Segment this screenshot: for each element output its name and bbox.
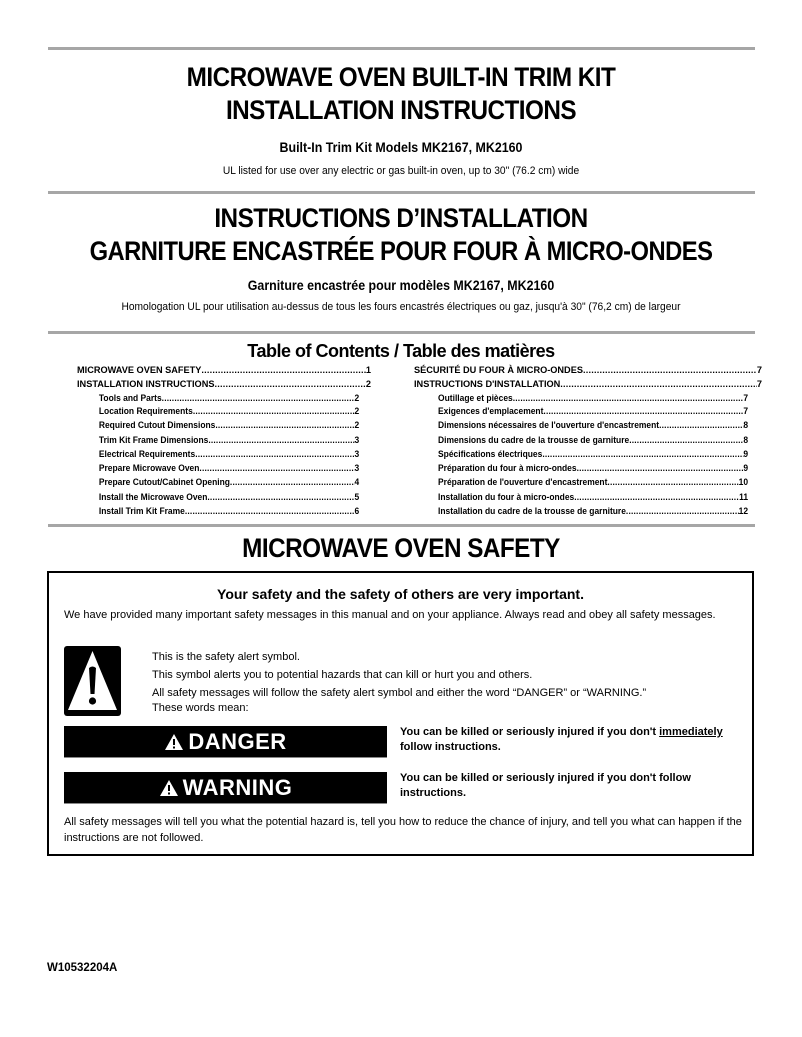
title-fr-line-1: INSTRUCTIONS D’INSTALLATION: [214, 203, 588, 233]
toc-entry[interactable]: INSTALLATION INSTRUCTIONS ..... 2: [77, 378, 371, 392]
toc-entry[interactable]: MICROWAVE OVEN SAFETY ..... 1: [77, 364, 371, 378]
danger-label: DANGER: [188, 728, 287, 754]
title-line-1: MICROWAVE OVEN BUILT-IN TRIM KIT: [186, 62, 616, 92]
warning-triangle-icon: [159, 779, 179, 797]
document-code: W10532204A: [47, 962, 118, 974]
toc-english: [77, 364, 371, 519]
alert-line: All safety messages will follow the safety alert symbol and either the word “DANGER” or “WARNING.”: [152, 687, 647, 699]
toc-french: [414, 364, 762, 519]
warning-description: You can be killed or seriously injured if you don't follow instructions.: [400, 772, 691, 799]
alert-line: These words mean:: [152, 702, 249, 714]
toc-entry[interactable]: Tools and Parts ..... 2: [89, 392, 359, 406]
models-subtitle: Built-In Trim Kit Models MK2167, MK2160: [279, 140, 523, 155]
toc-entry[interactable]: Spécifications électriques ..... 9: [428, 448, 748, 462]
toc-entry[interactable]: Installation du cadre de la trousse de garniture ..... 12: [428, 505, 748, 519]
top-rule: [48, 47, 755, 50]
safety-intro: We have provided many important safety messages in this manual and on your appliance. Always read and obey all safety messages.: [64, 609, 716, 621]
danger-banner: [64, 726, 387, 758]
ul-note-fr: Homologation UL pour utilisation au-dessus de tous les fours encastrés électriques ou gaz, jusqu'à 30" (76,2 cm) de largeur: [121, 301, 681, 313]
toc-title: Table of Contents / Table des matières: [247, 341, 555, 361]
models-subtitle-fr: Garniture encastrée pour modèles MK2167, MK2160: [247, 278, 555, 293]
toc-entry[interactable]: Préparation du four à micro-ondes ..... 9: [428, 462, 748, 476]
toc-entry[interactable]: Outillage et pièces ..... 7: [428, 392, 748, 406]
safety-box-heading: Your safety and the safety of others are very important.: [217, 586, 584, 602]
toc-entry[interactable]: Prepare Microwave Oven ..... 3: [89, 462, 359, 476]
title-line-2: INSTALLATION INSTRUCTIONS: [225, 95, 577, 125]
alert-line: This is the safety alert symbol.: [152, 651, 300, 663]
toc-entry[interactable]: Installation du four à micro-ondes ..... 11: [428, 491, 748, 505]
toc-entry[interactable]: Electrical Requirements ..... 3: [89, 448, 359, 462]
danger-description: You can be killed or seriously injured if you don't immediately follow instructions.: [400, 726, 723, 753]
ul-note: UL listed for use over any electric or gas built-in oven, up to 30" (76.2 cm) wide: [222, 165, 580, 177]
toc-entry[interactable]: Required Cutout Dimensions ..... 2: [89, 419, 359, 433]
safety-alert-triangle-icon: [64, 646, 121, 716]
divider-rule: [48, 191, 755, 194]
toc-entry[interactable]: Exigences d'emplacement ..... 7: [428, 405, 748, 419]
warning-banner: [64, 772, 387, 804]
toc-entry[interactable]: Location Requirements ..... 2: [89, 405, 359, 419]
safety-box: [47, 571, 754, 856]
toc-entry[interactable]: Trim Kit Frame Dimensions ..... 3: [89, 434, 359, 448]
toc-entry[interactable]: Dimensions du cadre de la trousse de garniture ..... 8: [428, 434, 748, 448]
alert-line: This symbol alerts you to potential hazards that can kill or hurt you and others.: [152, 669, 533, 681]
divider-rule: [48, 331, 755, 334]
toc-entry[interactable]: Install Trim Kit Frame ..... 6: [89, 505, 359, 519]
toc-entry[interactable]: Préparation de l'ouverture d'encastrement ..... 10: [428, 476, 748, 490]
toc-entry[interactable]: Install the Microwave Oven ..... 5: [89, 491, 359, 505]
toc-entry[interactable]: INSTRUCTIONS D'INSTALLATION ..... 7: [414, 378, 762, 392]
warning-triangle-icon: [164, 733, 184, 751]
title-fr-line-2: GARNITURE ENCASTRÉE POUR FOUR À MICRO-ONDES: [89, 236, 713, 266]
toc-entry[interactable]: Dimensions nécessaires de l'ouverture d'encastrement ..... 8: [428, 419, 748, 433]
safety-closing: All safety messages will tell you what the potential hazard is, tell you how to reduce the chance of injury, and tell you what can happen if the instructions are not followed.: [64, 816, 742, 844]
divider-rule: [48, 524, 755, 527]
toc-entry[interactable]: SÉCURITÉ DU FOUR À MICRO-ONDES ..... 7: [414, 364, 762, 378]
alert-explanation: [152, 648, 646, 715]
toc-entry[interactable]: Prepare Cutout/Cabinet Opening ..... 4: [89, 476, 359, 490]
warning-label: WARNING: [182, 774, 293, 800]
safety-section-title: MICROWAVE OVEN SAFETY: [242, 533, 560, 563]
